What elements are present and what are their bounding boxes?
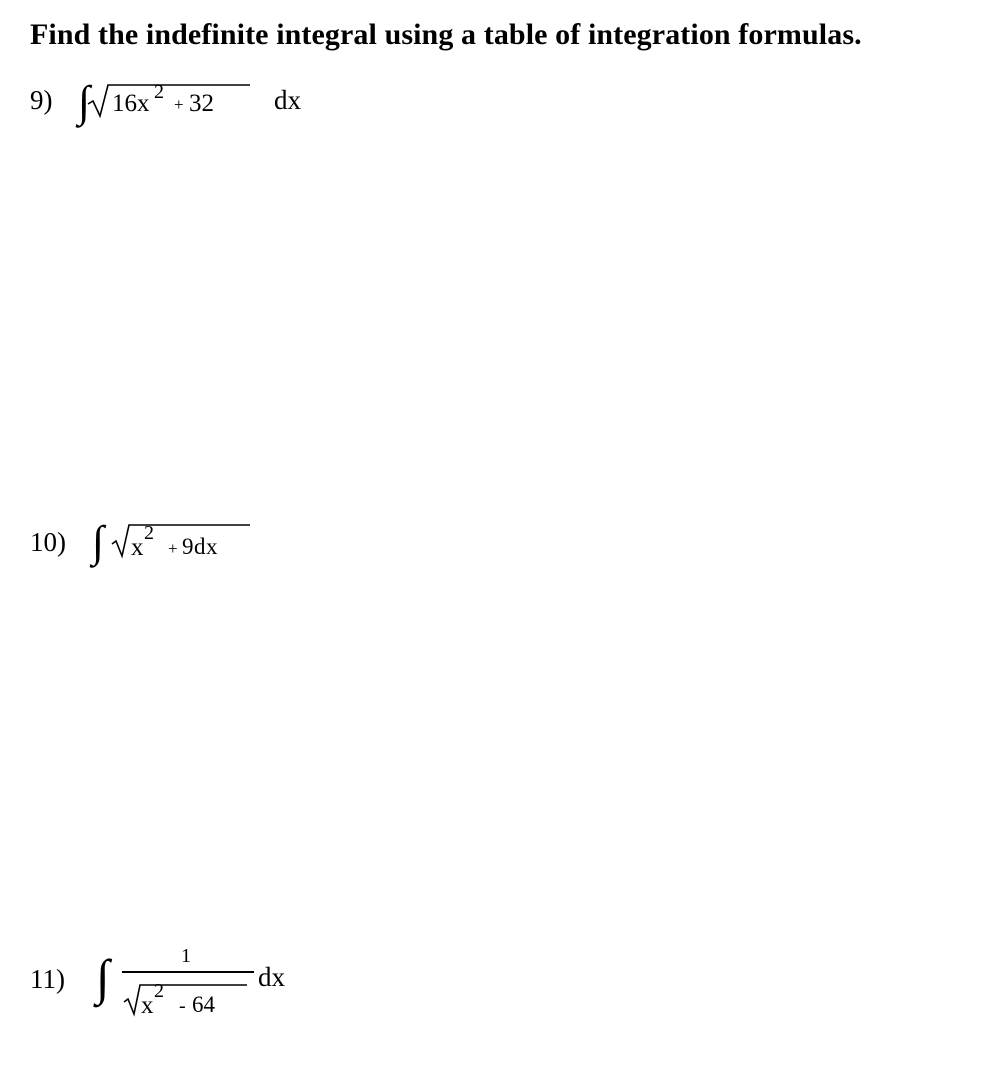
problem-number: 9) [30,85,53,115]
radicand-constant-differential: 9dx [182,534,218,559]
integral-sign: ∫ [78,77,91,126]
instructions-heading: Find the indefinite integral using a table of integration formulas. [30,18,862,51]
plus-operator: + [168,539,178,558]
exponent: 2 [144,522,154,544]
differential: dx [274,85,301,115]
radicand-constant: 32 [189,90,214,117]
differential: dx [258,962,285,992]
radicand-constant: 64 [192,992,215,1017]
exponent: 2 [154,81,164,103]
radicand-term: 16x [112,90,150,117]
minus-operator: - [179,995,186,1017]
integral-sign: ∫ [96,949,110,1005]
problem-number: 11) [30,964,65,994]
fraction-bar [122,971,254,973]
plus-operator: + [174,95,184,114]
problem-9 [30,77,350,142]
exponent: 2 [154,980,164,1002]
problem-10 [30,517,310,582]
integral-sign: ∫ [92,517,105,566]
numerator: 1 [181,945,191,967]
radicand-variable: x [141,992,154,1019]
problem-11 [30,940,330,1030]
problem-number: 10) [30,527,66,557]
radicand-variable: x [131,534,144,561]
